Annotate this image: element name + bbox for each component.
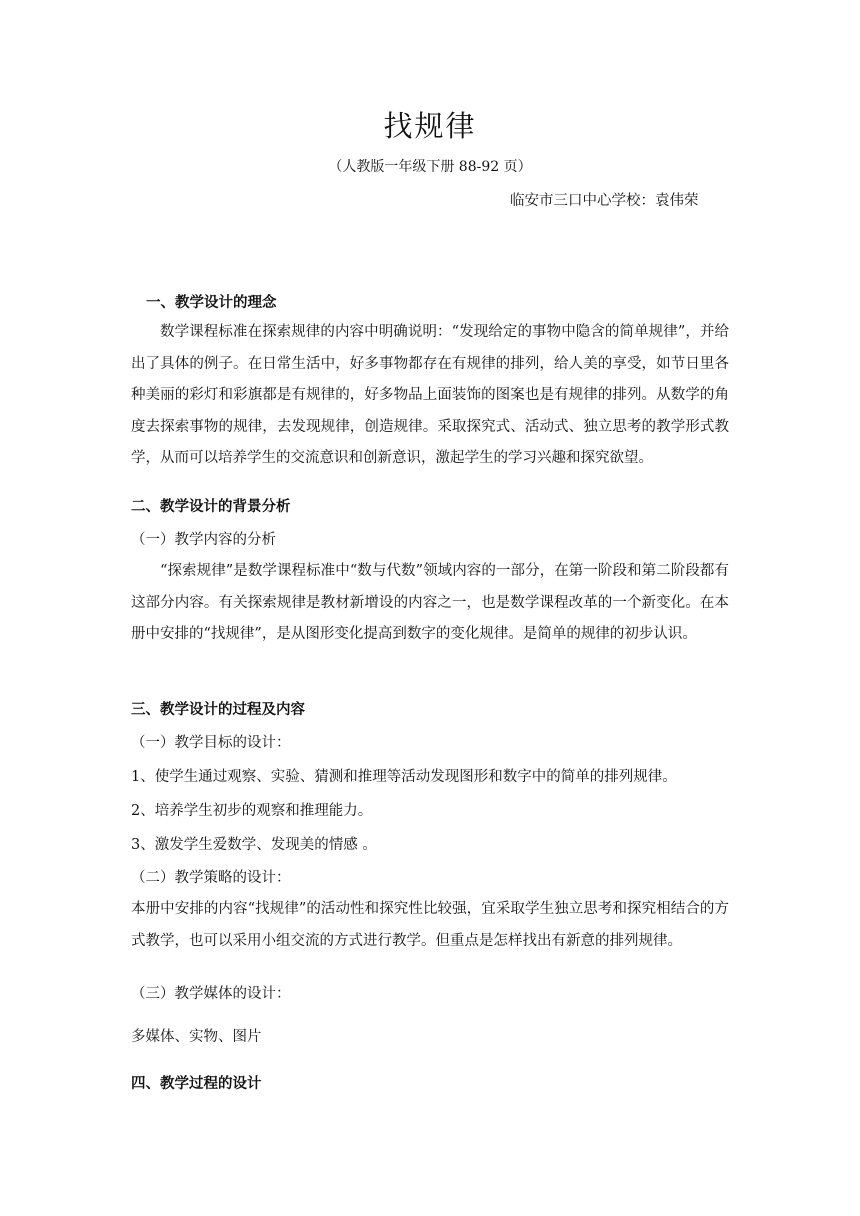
goal-item-3: 3、激发学生爱数学、发现美的情感 。 — [131, 837, 377, 853]
section-heading-3: 三、教学设计的过程及内容 — [131, 701, 305, 718]
goal-item-1: 1、使学生通过观察、实验、猜测和推理等活动发现图形和数字中的简单的排列规律。 — [131, 769, 677, 785]
section-3-subheading-2: （二）教学策略的设计： — [131, 870, 291, 886]
section-1-paragraph: 数学课程标准在探索规律的内容中明确说明：“发现给定的事物中隐含的简单规律”，并给出了具体的例子。在日常生活中，好多事物都存在有规律的排列，给人美的享受，如节日里各种美丽的彩灯和彩旗都是有规律的，好多物品上面装饰的图案也是有规律的排列。从数学的角度去探索事物的规律，去发现规律，创造规律。采取探究式、活动式、独立思考的教学形式教学，从而可以培养学生的交流意识和创新意识，激起学生的学习兴趣和探究欲望。 — [131, 324, 729, 466]
section-3-subheading-1: （一）教学目标的设计： — [131, 735, 291, 751]
document-title: 找规律 — [383, 109, 477, 143]
document-author: 临安市三口中心学校：袁伟荣 — [510, 193, 699, 209]
media-text: 多媒体、实物、图片 — [131, 1029, 262, 1045]
section-2-paragraph: “探索规律”是数学课程标准中“数与代数”领域内容的一部分，在第一阶段和第二阶段都有这部分内容。有关探索规律是教材新增设的内容之一，也是数学课程改革的一个新变化。在本册中安排的“找规律”，是从图形变化提高到数字的变化规律。是简单的规律的初步认识。 — [131, 563, 729, 642]
section-2-subheading-1: （一）教学内容的分析 — [131, 532, 276, 548]
document-subtitle: （人教版一年级下册 88-92 页） — [328, 159, 532, 175]
section-3-subheading-3: （三）教学媒体的设计： — [131, 986, 291, 1002]
strategy-paragraph: 本册中安排的内容“找规律”的活动性和探究性比较强，宜采取学生独立思考和探究相结合的方式教学，也可以采用小组交流的方式进行教学。但重点是怎样找出有新意的排列规律。 — [131, 901, 729, 949]
section-heading-2: 二、教学设计的背景分析 — [131, 498, 291, 515]
goal-item-2: 2、培养学生初步的观察和推理能力。 — [131, 803, 373, 819]
section-heading-1: 一、教学设计的理念 — [146, 294, 277, 311]
section-heading-4: 四、教学过程的设计 — [131, 1075, 262, 1092]
